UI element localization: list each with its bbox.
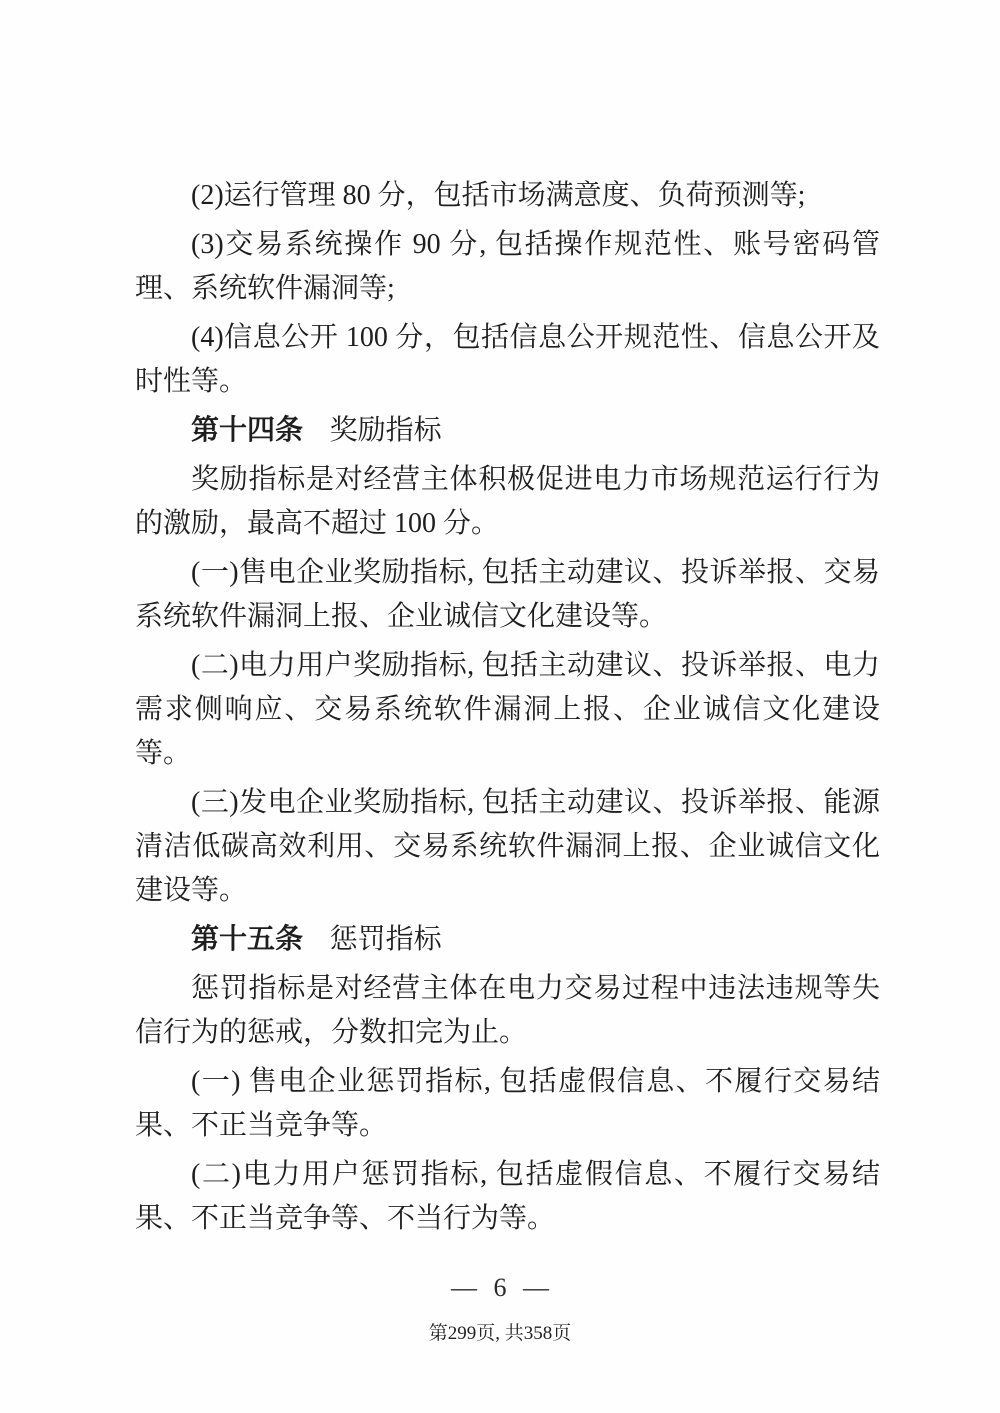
article-14-heading: [135, 409, 880, 453]
paragraph-reward-item-1: (一)售电企业奖励指标, 包括主动建议、投诉举报、交易系统软件漏洞上报、企业诚信文化建设等。: [135, 557, 880, 632]
document-content: [135, 174, 880, 1246]
paragraph-reward-item-2: (二)电力用户奖励指标, 包括主动建议、投诉举报、电力需求侧响应、交易系统软件漏洞上报、企业诚信文化建设等。: [135, 650, 880, 769]
article-15-heading: [135, 918, 880, 962]
paragraph-penalty-item-2: (二)电力用户惩罚指标, 包括虚假信息、不履行交易结果、不正当竞争等、不当行为等。: [135, 1159, 880, 1234]
paragraph-reward-definition: 奖励指标是对经营主体积极促进电力市场规范运行行为的激励，最高不超过 100 分。: [135, 464, 880, 539]
paragraph-item-4: (4)信息公开 100 分，包括信息公开规范性、信息公开及时性等。: [135, 322, 880, 397]
page-count-footer: 第299页, 共358页: [428, 1323, 572, 1344]
article-15-number: 第十五条: [191, 924, 304, 955]
page-number: — 6 —: [451, 1273, 549, 1302]
paragraph-item-2: (2)运行管理 80 分，包括市场满意度、负荷预测等;: [191, 180, 806, 211]
article-14-number: 第十四条: [191, 415, 304, 446]
paragraph-item-3: (3)交易系统操作 90 分, 包括操作规范性、账号密码管理、系统软件漏洞等;: [135, 229, 880, 304]
article-15-title: 惩罚指标: [329, 924, 442, 955]
article-14-title: 奖励指标: [329, 415, 442, 446]
paragraph-reward-item-3: (三)发电企业奖励指标, 包括主动建议、投诉举报、能源清洁低碳高效利用、交易系统软件漏洞上报、企业诚信文化建设等。: [135, 787, 880, 906]
paragraph-penalty-item-1: (一) 售电企业惩罚指标, 包括虚假信息、不履行交易结果、不正当竞争等。: [135, 1066, 880, 1141]
paragraph-penalty-definition: 惩罚指标是对经营主体在电力交易过程中违法违规等失信行为的惩戒，分数扣完为止。: [135, 973, 880, 1048]
